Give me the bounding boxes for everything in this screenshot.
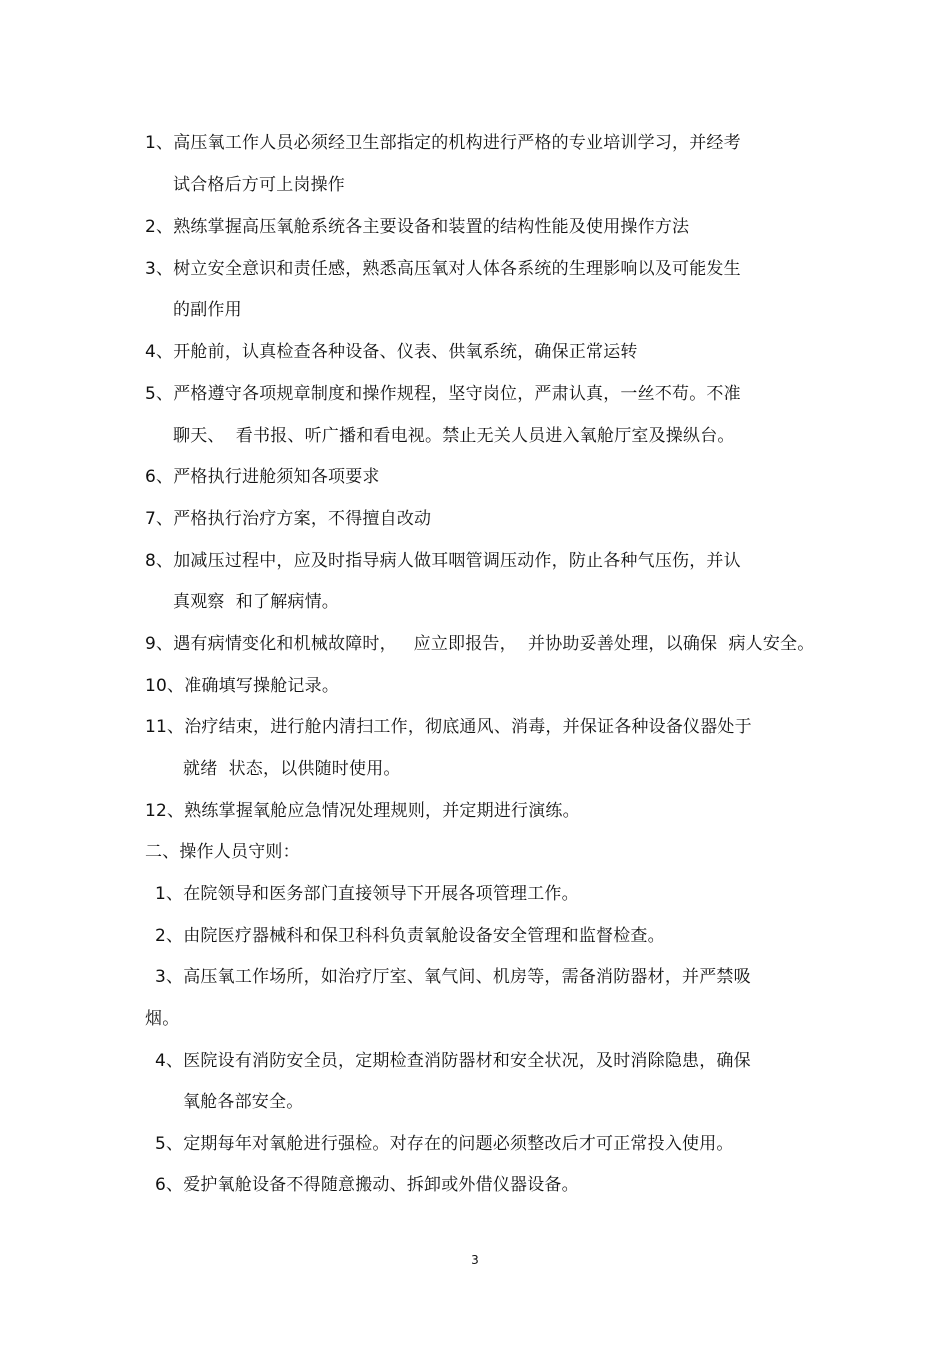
duty-6: 6、爱护氧舱设备不得随意搬动、拆卸或外借仪器设备。 bbox=[155, 1175, 579, 1195]
duty-3-line-1: 3、高压氧工作场所，如治疗厅室、氧气间、机房等，需备消防器材，并严禁吸 bbox=[155, 967, 751, 987]
rule-12: 12、熟练掌握氧舱应急情况处理规则，并定期进行演练。 bbox=[145, 801, 580, 821]
rule-10: 10、准确填写操舱记录。 bbox=[145, 676, 340, 696]
section-heading-2: 二、操作人员守则： bbox=[145, 842, 300, 862]
rule-8-line-1: 8、加减压过程中，应及时指导病人做耳咽管调压动作，防止各种气压伤，并认 bbox=[145, 551, 741, 571]
duty-2: 2、由院医疗器械科和保卫科科负责氧舱设备安全管理和监督检查。 bbox=[155, 926, 665, 946]
duty-4-line-2: 氧舱各部安全。 bbox=[183, 1092, 304, 1112]
duty-5: 5、定期每年对氧舱进行强检。对存在的问题必须整改后才可正常投入使用。 bbox=[155, 1134, 734, 1154]
rule-6: 6、严格执行进舱须知各项要求 bbox=[145, 467, 380, 487]
rule-8-line-2: 真观察 和了解病情。 bbox=[173, 592, 340, 612]
rule-2: 2、熟练掌握高压氧舱系统各主要设备和装置的结构性能及使用操作方法 bbox=[145, 217, 690, 237]
rule-4: 4、开舱前，认真检查各种设备、仪表、供氧系统，确保正常运转 bbox=[145, 342, 638, 362]
rule-3-line-2: 的副作用 bbox=[173, 300, 242, 320]
rule-5-line-1: 5、严格遵守各项规章制度和操作规程，坚守岗位，严肃认真，一丝不苟。不准 bbox=[145, 384, 741, 404]
page-number: 3 bbox=[471, 1253, 479, 1267]
rule-9: 9、遇有病情变化和机械故障时， 应立即报告， 并协助妥善处理，以确保 病人安全。 bbox=[145, 634, 815, 654]
rule-1-line-2: 试合格后方可上岗操作 bbox=[173, 175, 345, 195]
duty-3-line-2: 烟。 bbox=[145, 1009, 180, 1029]
duty-1: 1、在院领导和医务部门直接领导下开展各项管理工作。 bbox=[155, 884, 579, 904]
rule-1-line-1: 1、高压氧工作人员必须经卫生部指定的机构进行严格的专业培训学习，并经考 bbox=[145, 133, 741, 153]
rule-3-line-1: 3、树立安全意识和责任感，熟悉高压氧对人体各系统的生理影响以及可能发生 bbox=[145, 259, 741, 279]
rule-11-line-1: 11、治疗结束，进行舱内清扫工作，彻底通风、消毒，并保证各种设备仪器处于 bbox=[145, 717, 752, 737]
rule-7: 7、严格执行治疗方案，不得擅自改动 bbox=[145, 509, 432, 529]
rule-5-line-2: 聊天、 看书报、听广播和看电视。禁止无关人员进入氧舱厅室及操纵台。 bbox=[173, 426, 735, 446]
rule-11-line-2: 就绪 状态，以供随时使用。 bbox=[183, 759, 401, 779]
duty-4-line-1: 4、医院设有消防安全员，定期检查消防器材和安全状况，及时消除隐患，确保 bbox=[155, 1051, 751, 1071]
